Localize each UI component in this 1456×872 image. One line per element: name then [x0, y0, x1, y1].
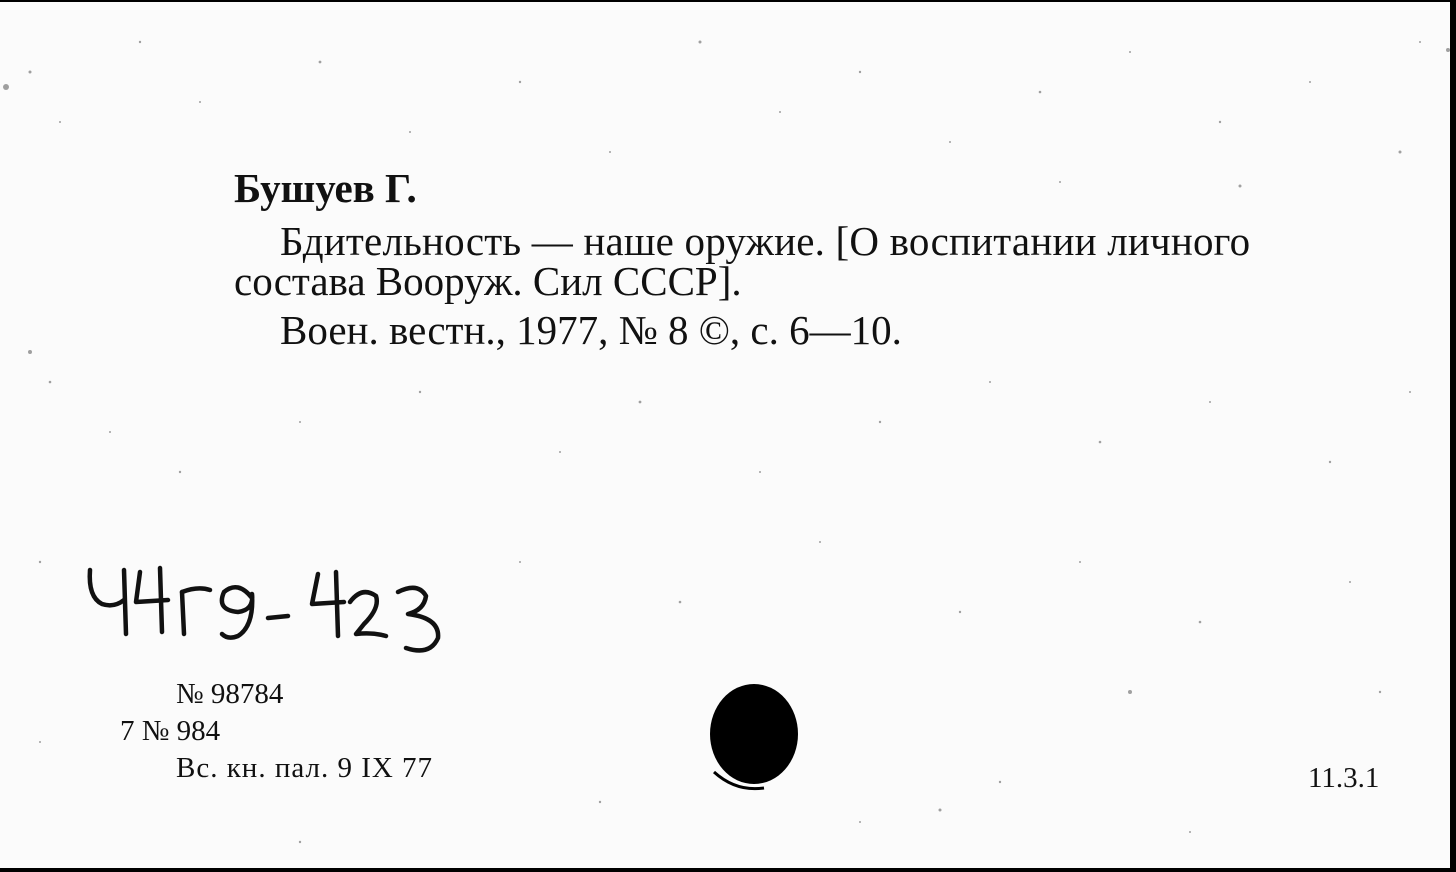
inventory-number: № 98784 [176, 678, 284, 710]
book-chamber-note: Вс. кн. пал. 9 IX 77 [176, 752, 434, 784]
author-name: Бушуев Г. [234, 165, 417, 211]
title-line-1: Бдительность — наше оружие. [О воспитании личного [280, 218, 1251, 264]
handwritten-shelfmark [80, 552, 470, 662]
classification-code: 11.3.1 [1308, 762, 1380, 794]
inventory-number-secondary: 7 № 984 [120, 715, 221, 747]
title-line-2: состава Вооруж. Сил СССР]. [234, 258, 742, 304]
source-citation: Воен. вестн., 1977, № 8 ©, с. 6—10. [280, 307, 902, 353]
punch-hole-icon [706, 680, 806, 800]
